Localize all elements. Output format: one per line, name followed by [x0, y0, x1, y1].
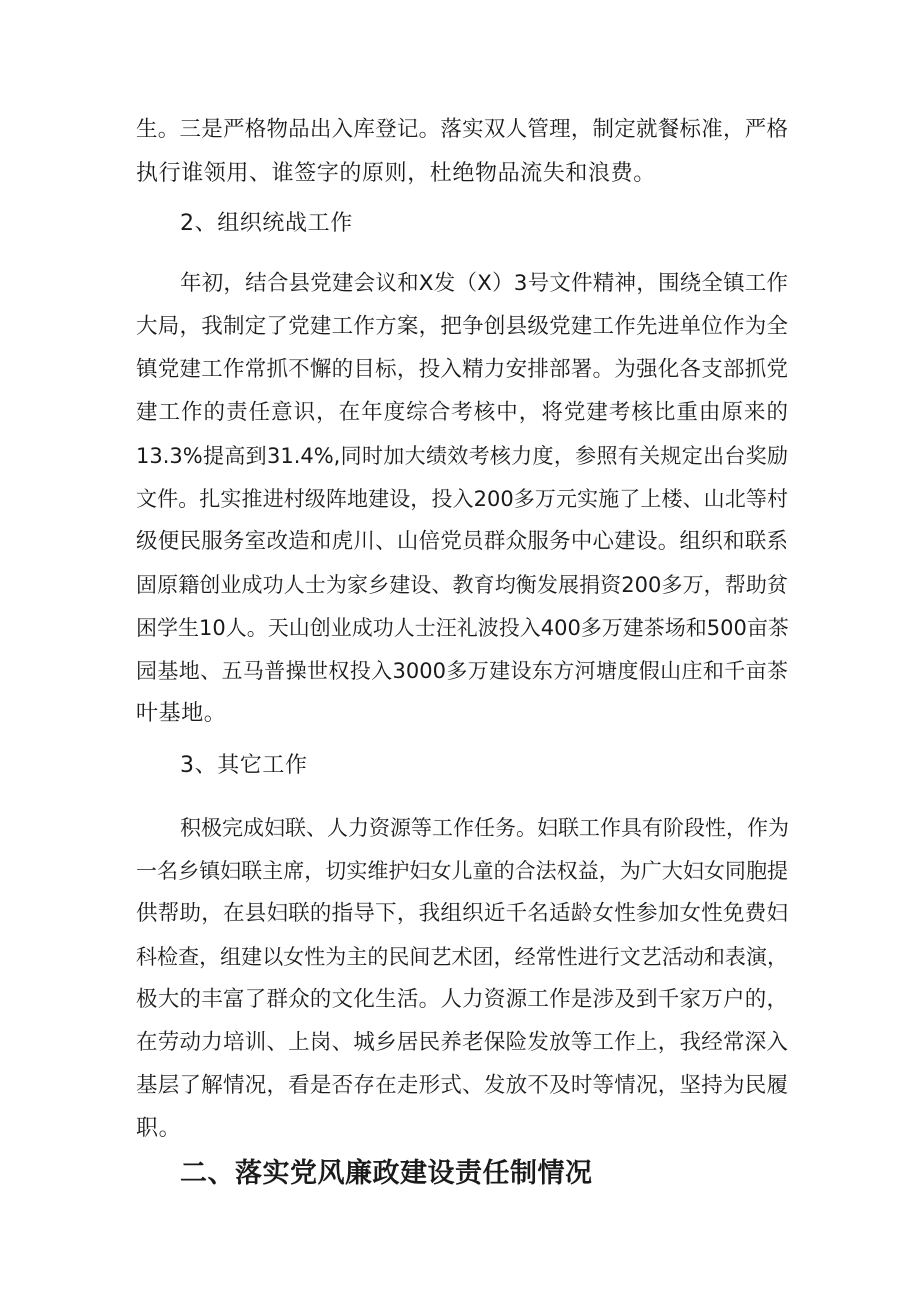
paragraph-line: 职。 — [136, 1116, 182, 1141]
paragraph-line: 基层了解情况，看是否存在走形式、发放不及时等情况，坚持为民履 — [136, 1073, 788, 1098]
paragraph-line: 极大的丰富了群众的文化生活。人力资源工作是涉及到千家万户的， — [136, 987, 788, 1012]
section-title-organization: 2、组织统战工作 — [180, 211, 353, 236]
paragraph-line: 大局，我制定了党建工作方案，把争创县级党建工作先进单位作为全 — [136, 314, 788, 339]
paragraph-line: 在劳动力培训、上岗、城乡居民养老保险发放等工作上，我经常深入 — [136, 1030, 788, 1055]
paragraph-line: 生。三是严格物品出入库登记。落实双人管理，制定就餐标准，严格 — [136, 117, 788, 142]
paragraph-line: 文件。扎实推进村级阵地建设，投入200多万元实施了上楼、山北等村 — [136, 487, 788, 511]
paragraph-line: 供帮助，在县妇联的指导下，我组织近千名适龄女性参加女性免费妇 — [136, 901, 788, 926]
paragraph-line: 科检查，组建以女性为主的民间艺术团，经常性进行文艺活动和表演， — [136, 945, 788, 969]
paragraph-line: 困学生10人。天山创业成功人士汪礼波投入400多万建茶场和500亩茶 — [136, 616, 789, 640]
paragraph-line: 一名乡镇妇联主席，切实维护妇女儿童的合法权益，为广大妇女同胞提 — [136, 859, 788, 883]
section-title-other-work: 3、其它工作 — [180, 753, 308, 778]
section-heading-two: 二、落实党风廉政建设责任制情况 — [180, 1158, 593, 1189]
paragraph-line: 建工作的责任意识，在年度综合考核中，将党建考核比重由原来的 — [136, 400, 788, 425]
paragraph-line: 叶基地。 — [136, 701, 227, 726]
paragraph-line: 执行谁领用、谁签字的原则，杜绝物品流失和浪费。 — [136, 161, 656, 186]
paragraph-line: 园基地、五马普操世权投入3000多万建设东方河塘度假山庄和千亩茶 — [136, 659, 788, 683]
paragraph-line: 镇党建工作常抓不懈的目标，投入精力安排部署。为强化各支部抓党 — [136, 357, 788, 382]
paragraph-line: 级便民服务室改造和虎川、山倍党员群众服务中心建设。组织和联系 — [136, 529, 788, 554]
paragraph-line: 13.3%提高到31.4%,同时加大绩效考核力度，参照有关规定出台奖励 — [136, 444, 788, 468]
paragraph-line: 积极完成妇联、人力资源等工作任务。妇联工作具有阶段性，作为 — [180, 816, 789, 840]
paragraph-line: 年初，结合县党建会议和X发（X）3号文件精神，围绕全镇工作 — [180, 271, 788, 296]
paragraph-line: 固原籍创业成功人士为家乡建设、教育均衡发展捐资200多万，帮助贫 — [136, 573, 788, 597]
